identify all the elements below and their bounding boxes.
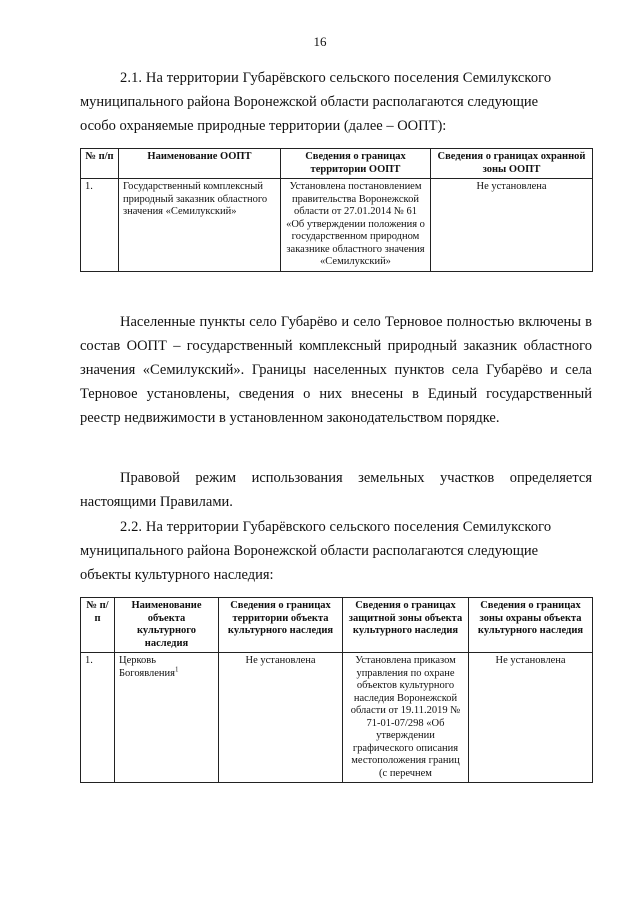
- footnote-marker[interactable]: 1: [175, 665, 179, 673]
- section-2-2-intro: [80, 515, 592, 587]
- oopt-row-boundaries: Установлена постановлением правительства Воронежской области от 27.01.2014 № 61 «Об утверждении положения о государственном природном заказнике областного значения «Семилукский»: [281, 179, 431, 272]
- regime-paragraph-block: [80, 466, 592, 514]
- section-2-1-line-3: особо охраняемые природные территории (далее – ООПТ):: [80, 118, 447, 134]
- oopt-col-buffer: Сведения о границах охранной зоны ООПТ: [431, 149, 593, 179]
- oopt-row-buffer: Не установлена: [431, 179, 593, 272]
- heritage-row-territory: Не установлена: [219, 653, 343, 783]
- heritage-row-name: Церковь Богоявления: [119, 655, 175, 679]
- oopt-row-num: 1.: [81, 179, 119, 272]
- heritage-row-protective-zone: Установлена приказом управления по охране объектов культурного наследия Воронежской области от 19.11.2019 № 71-01-07/298 «Об утверждении графического описания местоположения границ (с перечнем: [343, 653, 469, 783]
- table-row: [81, 179, 593, 272]
- oopt-col-num: № п/п: [81, 149, 119, 179]
- oopt-row-name: Государственный комплексный природный заказник областного значения «Семилукский»: [119, 179, 281, 272]
- oopt-col-name: Наименование ООПТ: [119, 149, 281, 179]
- oopt-table: [80, 148, 593, 272]
- heritage-row-num: 1.: [81, 653, 115, 783]
- heritage-row-security-zone: Не установлена: [469, 653, 593, 783]
- page-number: 16: [313, 34, 327, 49]
- heritage-col-num: № п/п: [81, 598, 115, 653]
- section-2-1-line-2: муниципального района Воронежской области располагаются следующие: [80, 94, 539, 110]
- heritage-col-protective-zone: Сведения о границах защитной зоны объекта культурного наследия: [343, 598, 469, 653]
- section-2-2-line-1: 2.2. На территории Губарёвского сельского поселения Семилукского: [120, 519, 552, 535]
- settlements-paragraph: Населенные пункты село Губарёво и село Терновое полностью включены в состав ООПТ – государственный комплексный природный заказник областного значения «Семилукский». Границы населенных пунктов села Губарёво и села Терновое установлены, сведения о них внесены в Единый государственный реестр недвижимости в установленном законодательством порядке.: [80, 314, 592, 426]
- section-2-1-line-1: 2.1. На территории Губарёвского сельского поселения Семилукского: [120, 70, 552, 86]
- section-2-2-line-2: муниципального района Воронежской области располагаются следующие: [80, 543, 539, 559]
- heritage-col-territory: Сведения о границах территории объекта культурного наследия: [219, 598, 343, 653]
- oopt-col-boundaries: Сведения о границах территории ООПТ: [281, 149, 431, 179]
- heritage-row-name-cell: [115, 653, 219, 783]
- settlements-paragraph-block: [80, 310, 592, 430]
- regime-paragraph: Правовой режим использования земельных участков определяется настоящими Правилами.: [80, 470, 592, 510]
- heritage-col-security-zone: Сведения о границах зоны охраны объекта культурного наследия: [469, 598, 593, 653]
- heritage-col-name: Наименование объекта культурного наследия: [115, 598, 219, 653]
- heritage-table: [80, 597, 593, 783]
- section-2-2-line-3: объекты культурного наследия:: [80, 567, 274, 583]
- heritage-table-header-row: [81, 598, 593, 653]
- section-2-1-intro: [80, 66, 592, 138]
- table-row: [81, 653, 593, 783]
- oopt-table-header-row: [81, 149, 593, 179]
